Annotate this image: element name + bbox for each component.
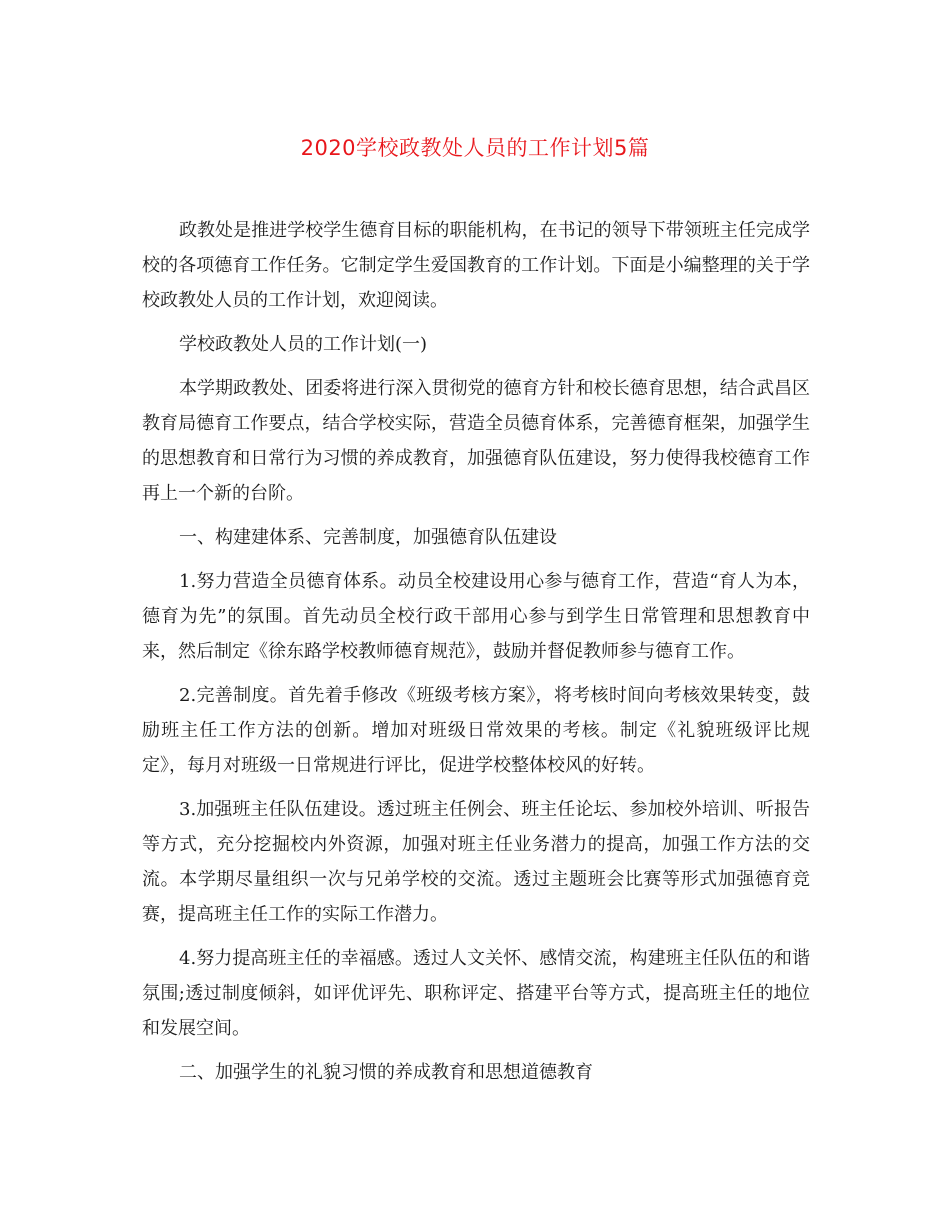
- paragraph-item-2: 2.完善制度。首先着手修改《班级考核方案》，将考核时间向考核效果转变，鼓励班主任工作方法的创新。增加对班级日常效果的考核。制定《礼貌班级评比规定》，每月对班级一日常规进行评比，促进学校整体校风的好转。: [142, 685, 810, 776]
- document-title: 2020学校政教处人员的工作计划5篇: [300, 136, 650, 160]
- document-body: [142, 213, 810, 1099]
- paragraph-item-3: 3.加强班主任队伍建设。透过班主任例会、班主任论坛、参加校外培训、听报告等方式，充分挖掘校内外资源，加强对班主任业务潜力的提高，加强工作方法的交流。本学期尽量组织一次与兄弟学校的交流。透过主题班会比赛等形式加强德育竞赛，提高班主任工作的实际工作潜力。: [142, 799, 810, 925]
- paragraph-section-1-heading: 一、构建建体系、完善制度，加强德育队伍建设: [179, 527, 557, 548]
- paragraph-plan-heading: 学校政教处人员的工作计划(一): [179, 334, 428, 355]
- paragraph-item-4: 4.努力提高班主任的幸福感。透过人文关怀、感情交流，构建班主任队伍的和谐氛围;透过制度倾斜，如评优评先、职称评定、搭建平台等方式，提高班主任的地位和发展空间。: [142, 948, 810, 1039]
- paragraph-section-2-heading: 二、加强学生的礼貌习惯的养成教育和思想道德教育: [179, 1062, 593, 1083]
- paragraph-intro: 政教处是推进学校学生德育目标的职能机构，在书记的领导下带领班主任完成学校的各项德育工作任务。它制定学生爱国教育的工作计划。下面是小编整理的关于学校政教处人员的工作计划，欢迎阅读。: [142, 220, 810, 311]
- paragraph-item-1: 1.努力营造全员德育体系。动员全校建设用心参与德育工作，营造“育人为本，德育为先”的氛围。首先动员全校行政干部用心参与到学生日常管理和思想教育中来，然后制定《徐东路学校教师德育规范》，鼓励并督促教师参与德育工作。: [142, 571, 810, 662]
- paragraph-overview: 本学期政教处、团委将进行深入贯彻党的德育方针和校长德育思想，结合武昌区教育局德育工作要点，结合学校实际，营造全员德育体系，完善德育框架，加强学生的思想教育和日常行为习惯的养成教育，加强德育队伍建设，努力使得我校德育工作再上一个新的台阶。: [142, 378, 810, 504]
